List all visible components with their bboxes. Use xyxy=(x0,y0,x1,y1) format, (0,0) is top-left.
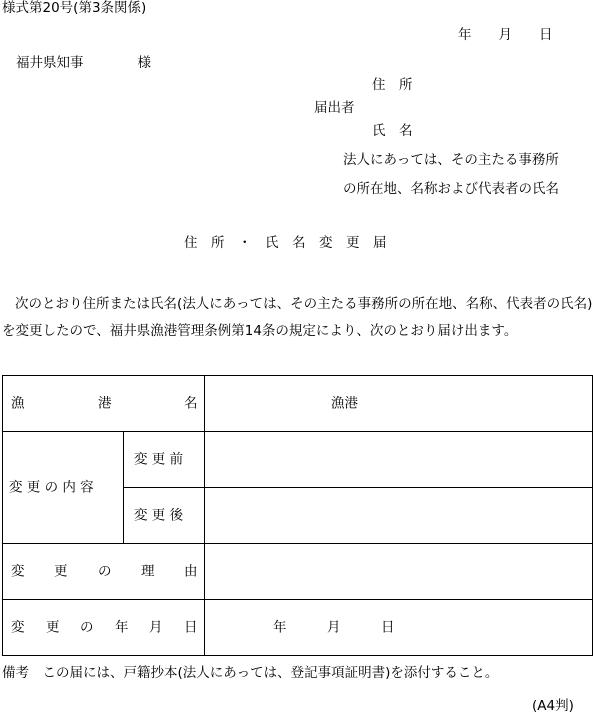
table-row-port-name xyxy=(3,376,593,432)
after-field[interactable] xyxy=(205,488,593,544)
remarks: 備考 この届には、戸籍抄本(法人にあっては、登記事項証明書)を添付すること。 xyxy=(2,665,499,681)
table-row-reason xyxy=(3,544,593,600)
date-line: 年 月 日 xyxy=(458,27,553,43)
before-field[interactable] xyxy=(205,432,593,488)
before-label: 変 更 前 xyxy=(124,432,205,488)
form-number: 様式第20号(第3条関係) xyxy=(2,0,147,16)
after-label: 変 更 後 xyxy=(124,488,205,544)
form-title: 住 所 ・ 氏 名 変 更 届 xyxy=(184,235,387,251)
table-row-change-date xyxy=(3,600,593,656)
address-label: 住 所 xyxy=(372,77,413,93)
change-date-label: 変 更 の 年 月 日 xyxy=(3,600,205,656)
change-form-table xyxy=(2,375,593,656)
body-text: 次のとおり住所または氏名(法人にあっては、その主たる事務所の所在地、名称、代表者の氏名)を変更したので、福井県漁港管理条例第14条の規定により、次のとおり届け出ます。 xyxy=(2,296,593,339)
port-name-label: 漁 港 名 xyxy=(3,376,205,432)
corporation-note-line-1: 法人にあっては、その主たる事務所 xyxy=(343,152,559,168)
name-label: 氏 名 xyxy=(372,123,413,139)
change-date-field[interactable] xyxy=(205,600,593,656)
applicant-role-label: 届出者 xyxy=(314,100,355,116)
addressee: 福井県知事 様 xyxy=(16,55,151,71)
table-row-before xyxy=(3,432,593,488)
reason-field[interactable] xyxy=(205,544,593,600)
port-name-field[interactable] xyxy=(205,376,593,432)
change-date-value: 年 月 日 xyxy=(273,618,395,635)
change-content-label: 変 更 の 内 容 xyxy=(3,432,124,544)
corporation-note-line-2: の所在地、名称および代表者の氏名 xyxy=(343,181,559,197)
reason-label: 変 更 の 理 由 xyxy=(3,544,205,600)
port-suffix: 漁港 xyxy=(331,394,358,411)
paper-size: (A4判) xyxy=(532,698,574,714)
